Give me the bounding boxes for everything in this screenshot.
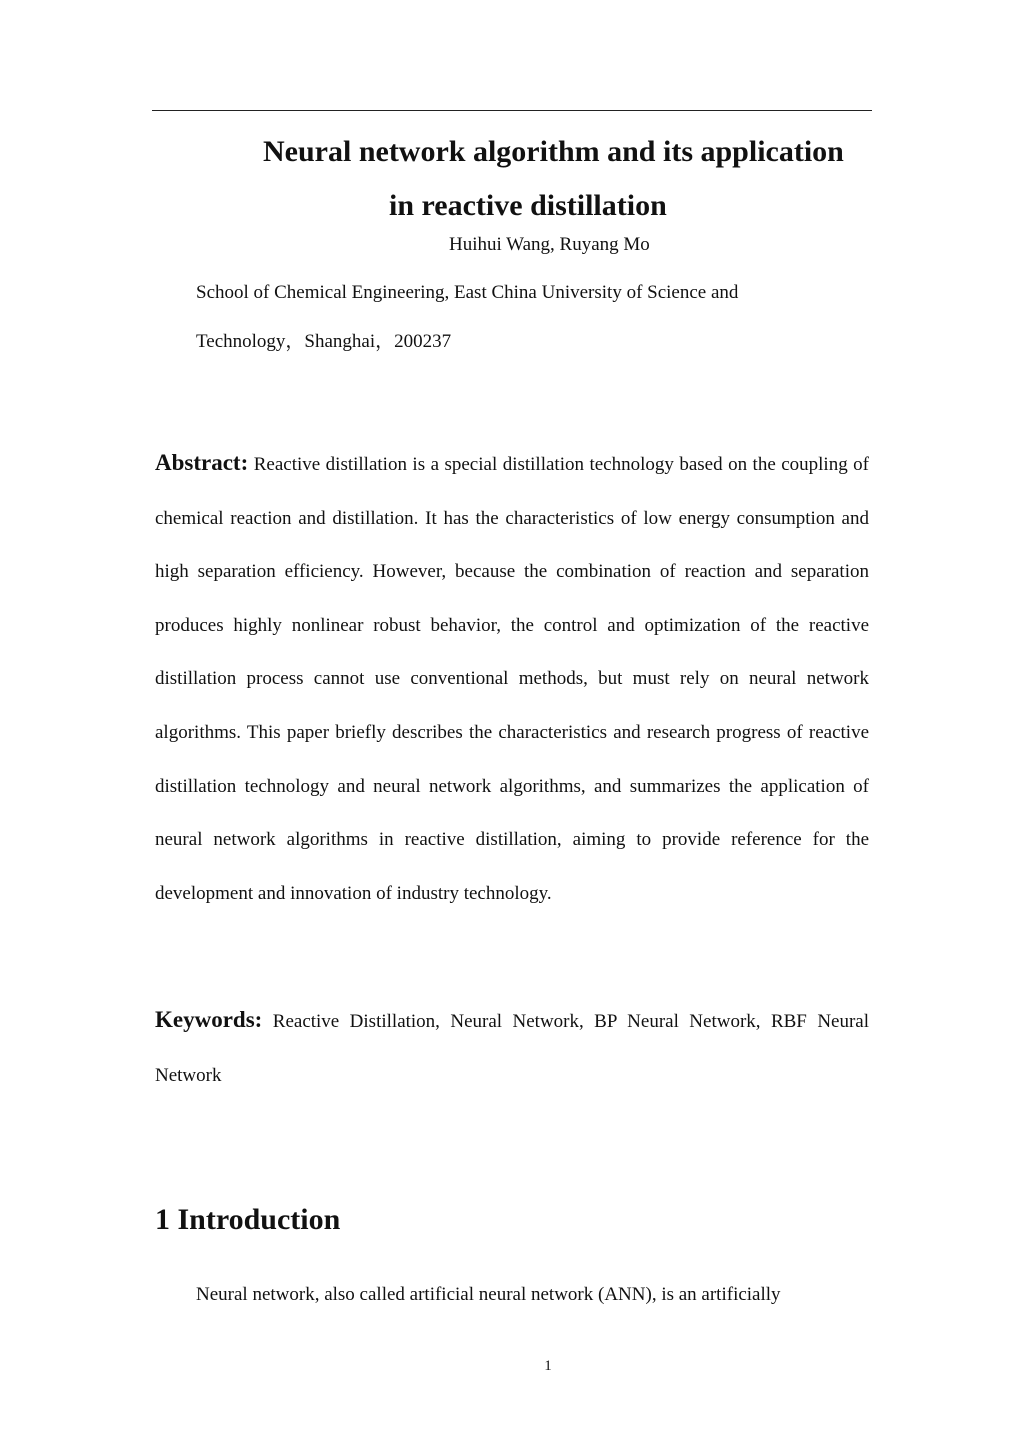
abstract-paragraph [155,436,869,920]
keywords-paragraph [155,993,869,1102]
page-number: 1 [544,1358,552,1374]
paper-title-line-1: Neural network algorithm and its application [263,135,844,168]
keywords-text: Reactive Distillation, Neural Network, BP Neural Network, RBF Neural Network [155,1011,870,1086]
abstract-label: Abstract: [155,450,249,475]
author-list: Huihui Wang, Ruyang Mo [449,234,650,255]
paper-title-line-2: in reactive distillation [389,189,667,222]
header-rule [152,110,872,111]
introduction-first-line: Neural network, also called artificial neural network (ANN), is an artificially [196,1284,781,1305]
affiliation-line-1: School of Chemical Engineering, East China University of Science and [196,282,739,303]
section-heading-introduction: 1 Introduction [155,1203,341,1236]
abstract-text: Reactive distillation is a special distillation technology based on the coupling of chemical reaction and distillation. It has the characteristics of low energy consumption and high separation efficiency. However, because the combination of reaction and separation produces highly nonlinear robust behavior, the control and optimization of the reactive distillation process cannot use conventional methods, but must rely on neural network algorithms. This paper briefly describes the characteristics and research progress of reactive distillation technology and neural network algorithms, and summarizes the application of neural network algorithms in reactive distillation, aiming to provide reference for the development and innovation of industry technology. [155,454,870,904]
keywords-label: Keywords: [155,1007,263,1032]
affiliation-line-2: Technology，Shanghai，200237 [196,331,452,352]
